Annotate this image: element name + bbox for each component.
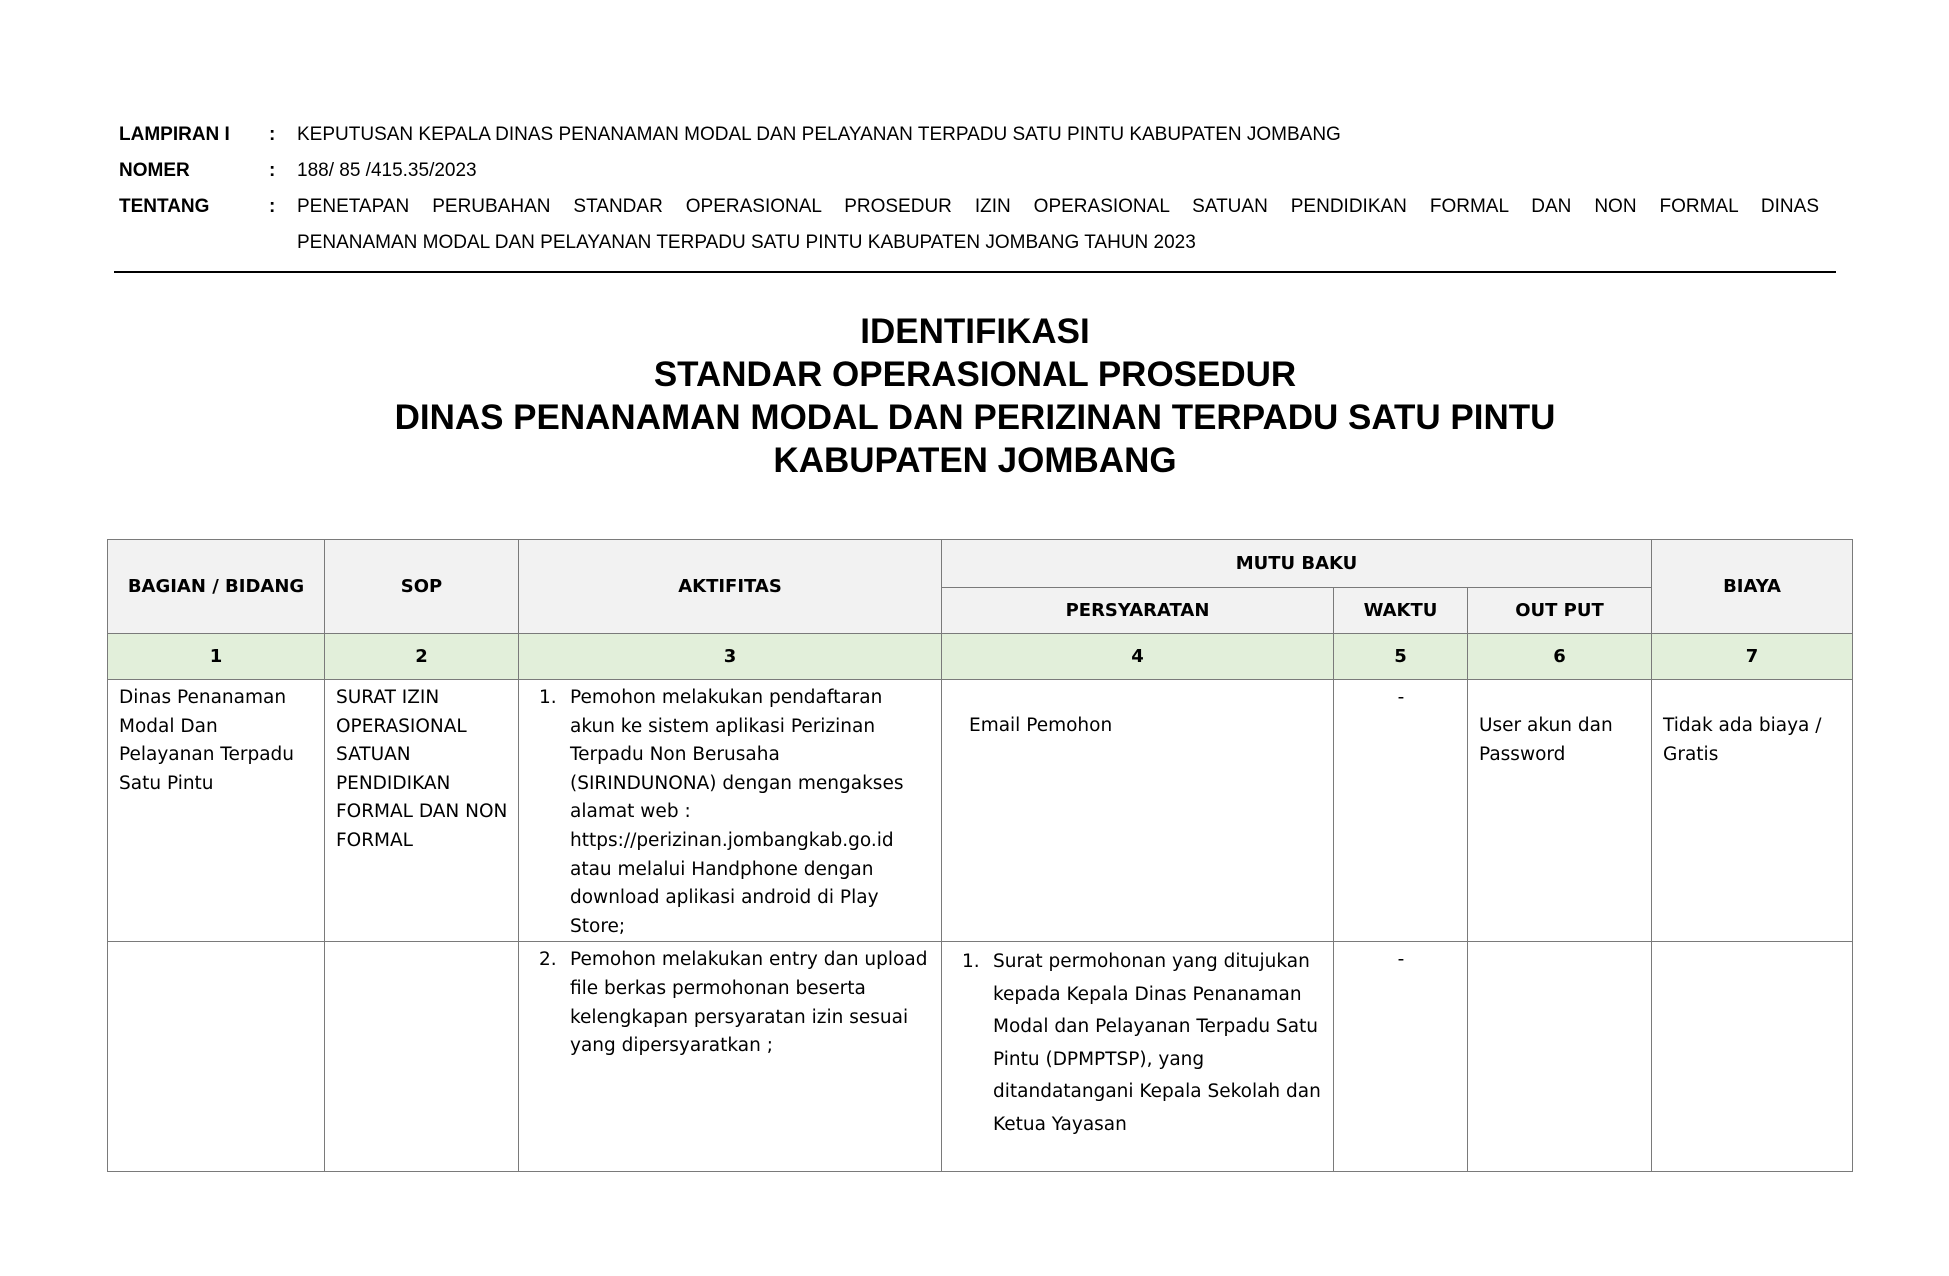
- column-number: 2: [325, 634, 519, 680]
- column-number: 4: [942, 634, 1334, 680]
- header-aktifitas: AKTIFITAS: [519, 540, 942, 634]
- document-title: [114, 310, 1836, 482]
- document-header: [119, 117, 1819, 261]
- cell-bagian: [108, 942, 325, 1172]
- cell-sop: SURAT IZIN OPERASIONAL SATUAN PENDIDIKAN FORMAL DAN NON FORMAL: [325, 680, 519, 942]
- nomer-value: 188/ 85 /415.35/2023: [297, 160, 477, 181]
- column-number: 3: [519, 634, 942, 680]
- header-mutu-baku: MUTU BAKU: [942, 540, 1652, 588]
- activity-item: [530, 684, 931, 941]
- cell-persyaratan: Email Pemohon: [942, 680, 1334, 942]
- requirement-number: 1.: [962, 951, 980, 973]
- activity-number: 1.: [539, 687, 557, 708]
- lampiran-value: KEPUTUSAN KEPALA DINAS PENANAMAN MODAL DAN PELAYANAN TERPADU SATU PINTU KABUPATEN JOMBANG: [297, 124, 1341, 145]
- header-persyaratan: PERSYARATAN: [942, 588, 1334, 634]
- column-number: 7: [1652, 634, 1853, 680]
- lampiran-colon: :: [269, 124, 276, 145]
- header-output: OUT PUT: [1468, 588, 1652, 634]
- header-sop: SOP: [325, 540, 519, 634]
- header-row-nomer: [119, 153, 1819, 189]
- title-line-3: DINAS PENANAMAN MODAL DAN PERIZINAN TERPADU SATU PINTU: [394, 398, 1556, 437]
- header-waktu: WAKTU: [1334, 588, 1468, 634]
- tentang-value-line1: PENETAPAN PERUBAHAN STANDAR OPERASIONAL PROSEDUR IZIN OPERASIONAL SATUAN PENDIDIKAN FORMAL DAN NON FORMAL DINAS: [297, 196, 1819, 217]
- cell-aktifitas: [519, 680, 942, 942]
- nomer-colon: :: [269, 160, 276, 181]
- cell-biaya: Tidak ada biaya / Gratis: [1652, 680, 1853, 942]
- header-divider: [114, 271, 1836, 273]
- activity-number: 2.: [539, 949, 557, 971]
- activity-text: Pemohon melakukan entry dan upload file berkas permohonan beserta kelengkapan persyaratan izin sesuai yang dipersyaratkan ;: [570, 949, 928, 1057]
- header-biaya: BIAYA: [1652, 540, 1853, 634]
- table-row: [108, 680, 1853, 942]
- table-row: [108, 942, 1853, 1172]
- tentang-value-line2: PENANAMAN MODAL DAN PELAYANAN TERPADU SATU PINTU KABUPATEN JOMBANG TAHUN 2023: [297, 232, 1196, 253]
- cell-biaya: [1652, 942, 1853, 1172]
- cell-sop: [325, 942, 519, 1172]
- activity-item: [530, 946, 931, 1060]
- requirement-item: [953, 946, 1323, 1141]
- sop-table: [107, 539, 1853, 1172]
- cell-persyaratan: [942, 942, 1334, 1172]
- column-number: 1: [108, 634, 325, 680]
- cell-waktu: -: [1334, 680, 1468, 942]
- nomer-label: NOMER: [119, 160, 190, 181]
- lampiran-label: LAMPIRAN I: [119, 124, 230, 145]
- cell-bagian: Dinas Penanaman Modal Dan Pelayanan Terpadu Satu Pintu: [108, 680, 325, 942]
- title-line-4: KABUPATEN JOMBANG: [773, 441, 1177, 480]
- activity-text: Pemohon melakukan pendaftaran akun ke sistem aplikasi Perizinan Terpadu Non Berusaha (SIRINDUNONA) dengan mengakses alamat web : https://perizinan.jombangkab.go.id atau melalui Handphone dengan download aplikasi android di Play Store;: [570, 687, 904, 937]
- cell-waktu: -: [1334, 942, 1468, 1172]
- tentang-label: TENTANG: [119, 196, 210, 217]
- header-row-lampiran: [119, 117, 1819, 153]
- title-line-2: STANDAR OPERASIONAL PROSEDUR: [653, 355, 1297, 394]
- header-bagian-bidang: BAGIAN / BIDANG: [108, 540, 325, 634]
- column-number: 6: [1468, 634, 1652, 680]
- column-number-row: [108, 634, 1853, 680]
- title-line-1: IDENTIFIKASI: [860, 312, 1090, 351]
- tentang-value: [297, 189, 1819, 261]
- tentang-colon: :: [269, 196, 276, 217]
- column-number: 5: [1334, 634, 1468, 680]
- requirement-text: Surat permohonan yang ditujukan kepada Kepala Dinas Penanaman Modal dan Pelayanan Terpadu Satu Pintu (DPMPTSP), yang ditandatangani Kepala Sekolah dan Ketua Yayasan: [993, 951, 1321, 1135]
- cell-output: User akun dan Password: [1468, 680, 1652, 942]
- header-row-tentang: [119, 189, 1819, 261]
- cell-aktifitas: [519, 942, 942, 1172]
- cell-output: [1468, 942, 1652, 1172]
